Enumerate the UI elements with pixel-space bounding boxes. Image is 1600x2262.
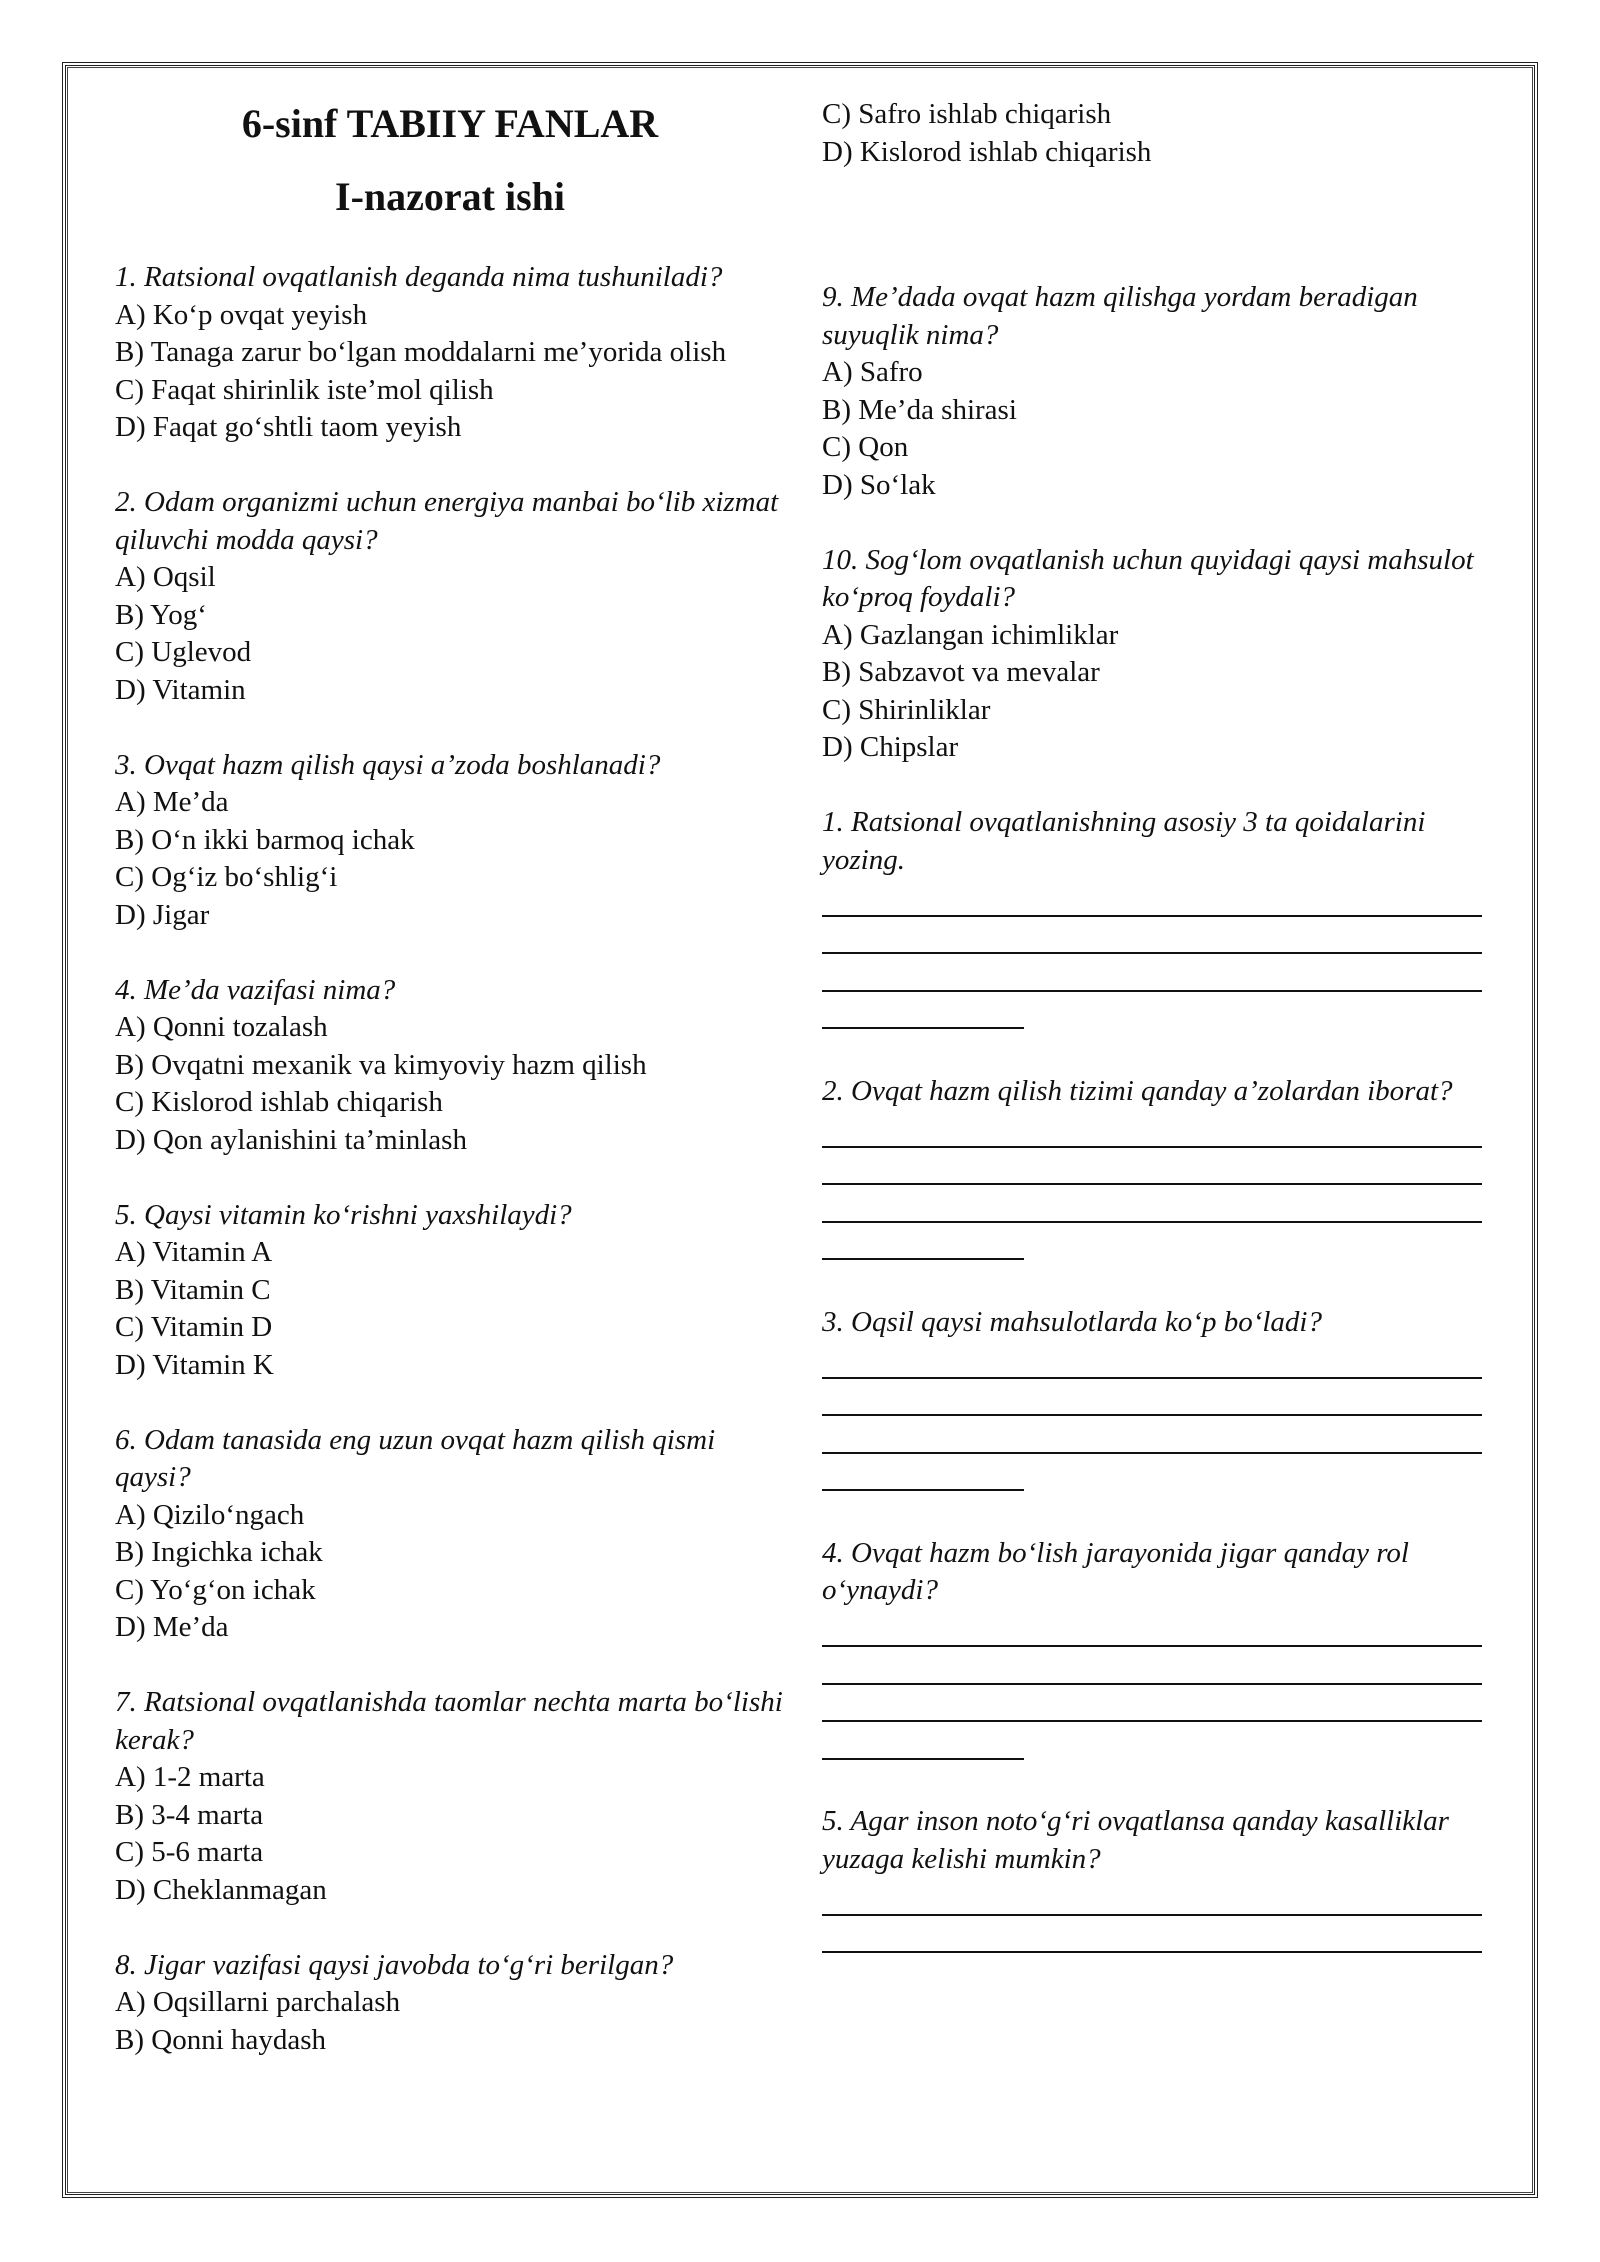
left-column <box>115 96 795 2097</box>
written-question-2 <box>822 1073 1492 1267</box>
answer-line[interactable] <box>822 998 1492 1036</box>
answer-line[interactable] <box>822 1616 1492 1654</box>
answer-line[interactable] <box>822 1728 1492 1766</box>
option-c: C) Vitamin D <box>115 1311 273 1343</box>
written-question-1 <box>822 804 1492 1035</box>
option-d: D) So‘lak <box>822 468 936 501</box>
answer-line[interactable] <box>822 1884 1492 1922</box>
question-3 <box>115 747 795 935</box>
answer-line[interactable] <box>822 1385 1492 1423</box>
question-text: 9. Me’dada ovqat hazm qilishga yordam beradigan suyuqlik nima? <box>822 281 1418 351</box>
option-b: B) Me’da shirasi <box>822 393 1017 426</box>
option-d: D) Faqat go‘shtli taom yeyish <box>115 411 462 443</box>
option-c: C) 5-6 marta <box>115 1836 264 1868</box>
answer-line[interactable] <box>822 1653 1492 1691</box>
option-d: D) Cheklanmagan <box>115 1873 327 1906</box>
option-c: C) Shirinliklar <box>822 693 991 726</box>
answer-line[interactable] <box>822 1460 1492 1498</box>
option-a: A) Safro <box>822 356 923 388</box>
page-subtitle: I-nazorat ishi <box>335 174 565 219</box>
option-d: D) Me’da <box>115 1611 229 1643</box>
question-text: 5. Qaysi vitamin ko‘rishni yaxshilaydi? <box>115 1198 572 1231</box>
option-d: D) Vitamin K <box>115 1348 274 1381</box>
option-c: C) Og‘iz bo‘shlig‘i <box>115 861 338 893</box>
question-text: 6. Odam tanasida eng uzun ovqat hazm qilish qismi qaysi? <box>115 1423 716 1493</box>
question-1 <box>115 259 795 447</box>
option-c: C) Faqat shirinlik iste’mol qilish <box>115 373 494 406</box>
question-text: 2. Ovqat hazm qilish tizimi qanday a’zolardan iborat? <box>822 1074 1453 1107</box>
question-text: 5. Agar inson noto‘g‘ri ovqatlansa qanday kasalliklar yuzaga kelishi mumkin? <box>822 1805 1449 1875</box>
option-c: C) Qon <box>822 431 909 463</box>
option-a: A) Me’da <box>115 786 229 818</box>
option-b: B) Yog‘ <box>115 598 207 631</box>
written-question-4 <box>822 1535 1492 1766</box>
option-a: A) 1-2 marta <box>115 1761 265 1793</box>
option-d: D) Qon aylanishini ta’minlash <box>115 1123 467 1156</box>
question-4 <box>115 972 795 1160</box>
option-a: A) Oqsillarni parchalash <box>115 1986 401 2018</box>
option-c: C) Uglevod <box>115 636 252 668</box>
option-a: A) Qonni tozalash <box>115 1011 328 1043</box>
option-c: C) Safro ishlab chiqarish <box>822 98 1112 130</box>
answer-line[interactable] <box>822 960 1492 998</box>
question-text: 4. Me’da vazifasi nima? <box>115 973 396 1006</box>
question-text: 7. Ratsional ovqatlanishda taomlar nechta marta bo‘lishi kerak? <box>115 1686 783 1756</box>
answer-line[interactable] <box>822 885 1492 923</box>
option-d: D) Vitamin <box>115 673 246 706</box>
question-8-continued <box>822 96 1492 171</box>
option-a: A) Oqsil <box>115 561 216 593</box>
page-title: 6-sinf TABIIY FANLAR <box>241 101 659 146</box>
answer-line[interactable] <box>822 1154 1492 1192</box>
answer-line[interactable] <box>822 1116 1492 1154</box>
written-question-3 <box>822 1304 1492 1498</box>
option-d: D) Chipslar <box>822 731 959 763</box>
option-b: B) Tanaga zarur bo‘lgan moddalarni me’yorida olish <box>115 336 727 368</box>
question-text: 1. Ratsional ovqatlanishning asosiy 3 ta qoidalarini yozing. <box>822 806 1426 876</box>
answer-line[interactable] <box>822 1191 1492 1229</box>
option-b: B) Vitamin C <box>115 1273 271 1306</box>
answer-line[interactable] <box>822 923 1492 961</box>
question-text: 3. Ovqat hazm qilish qaysi a’zoda boshlanadi? <box>115 748 661 781</box>
question-text: 2. Odam organizmi uchun energiya manbai bo‘lib xizmat qiluvchi modda qaysi? <box>115 486 779 556</box>
option-d: D) Kislorod ishlab chiqarish <box>822 135 1152 168</box>
option-b: B) O‘n ikki barmoq ichak <box>115 823 415 856</box>
right-column <box>822 96 1492 1997</box>
option-b: B) Sabzavot va mevalar <box>822 656 1100 688</box>
answer-line[interactable] <box>822 1691 1492 1729</box>
question-text: 4. Ovqat hazm bo‘lish jarayonida jigar qanday rol o‘ynaydi? <box>822 1536 1409 1606</box>
option-a: A) Ko‘p ovqat yeyish <box>115 298 368 331</box>
question-8 <box>115 1947 795 2060</box>
option-a: A) Vitamin A <box>115 1236 273 1268</box>
option-a: A) Gazlangan ichimliklar <box>822 618 1119 651</box>
option-a: A) Qizilo‘ngach <box>115 1498 305 1531</box>
option-c: C) Yo‘g‘on ichak <box>115 1573 316 1606</box>
option-b: B) Ingichka ichak <box>115 1536 323 1568</box>
question-9 <box>822 279 1492 504</box>
answer-line[interactable] <box>822 1347 1492 1385</box>
answer-line[interactable] <box>822 1922 1492 1960</box>
question-5 <box>115 1197 795 1385</box>
answer-line[interactable] <box>822 1229 1492 1267</box>
option-b: B) 3-4 marta <box>115 1798 264 1831</box>
question-text: 10. Sog‘lom ovqatlanish uchun quyidagi qaysi mahsulot ko‘proq foydali? <box>822 543 1474 613</box>
option-b: B) Qonni haydash <box>115 2023 327 2056</box>
question-10 <box>822 542 1492 767</box>
option-d: D) Jigar <box>115 898 210 931</box>
question-6 <box>115 1422 795 1647</box>
question-text: 1. Ratsional ovqatlanish deganda nima tushuniladi? <box>115 261 723 293</box>
written-question-5 <box>822 1803 1492 1959</box>
question-text: 8. Jigar vazifasi qaysi javobda to‘g‘ri berilgan? <box>115 1948 674 1981</box>
option-b: B) Ovqatni mexanik va kimyoviy hazm qilish <box>115 1048 647 1081</box>
question-text: 3. Oqsil qaysi mahsulotlarda ko‘p bo‘ladi? <box>822 1305 1322 1338</box>
answer-line[interactable] <box>822 1422 1492 1460</box>
question-7 <box>115 1684 795 1909</box>
question-2 <box>115 484 795 709</box>
option-c: C) Kislorod ishlab chiqarish <box>115 1086 443 1118</box>
